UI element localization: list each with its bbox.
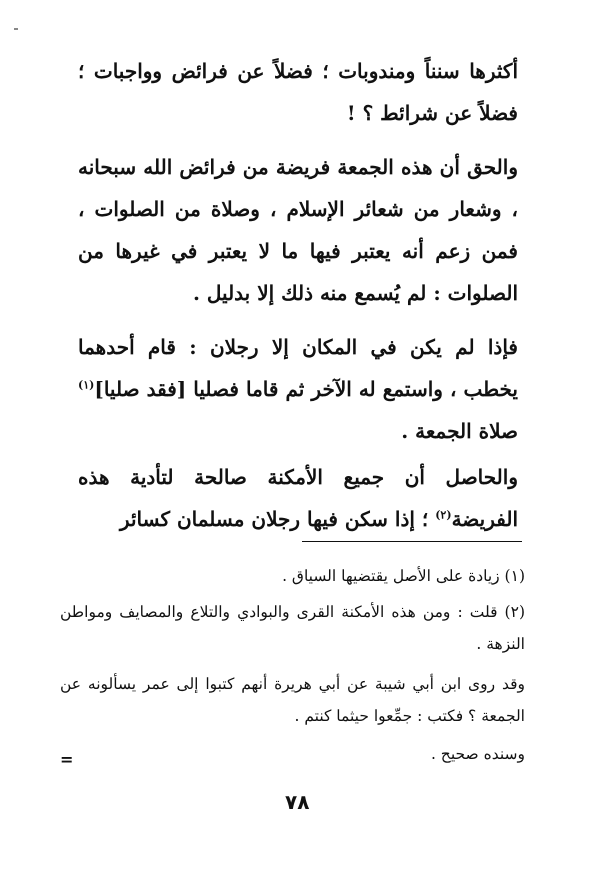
paragraph-2: والحق أن هذه الجمعة فريضة من فرائض الله سبحانه ، وشعار من شعائر الإسلام ، وصلاة من الصلوات ، فمن زعم أنه يعتبر فيها ما لا يعتبر في غيرها من الصلوات : لم يُسمع منه ذلك إلا بدليل . [78, 155, 518, 305]
footnote-ref-2: (٢) [435, 508, 452, 522]
paragraph-3 [78, 326, 518, 452]
paragraph-3-text-a: فإذا لم يكن في المكان إلا رجلان : قام أحدهما يخطب ، واستمع له الآخر ثم قاما فصليا [فقد صليا] [78, 335, 518, 401]
footnote-separator [302, 541, 522, 542]
paragraph-4-text-b: ؛ إذا سكن فيها رجلان مسلمان كسائر [119, 507, 436, 531]
footnote-2: (٢) قلت : ومن هذه الأمكنة القرى والبوادي والتلاع والمصايف ومواطن النزهة . [60, 603, 525, 653]
paragraph-4 [78, 456, 518, 540]
paragraph-3-text-b: صلاة الجمعة . [401, 419, 518, 443]
page-number: ٧٨ [285, 790, 310, 814]
footnote-1: (١) زيادة على الأصل يقتضيها السياق . [282, 567, 525, 585]
footnote-ref-1: (١) [78, 378, 95, 392]
scan-edge-mark [14, 28, 18, 30]
continuation-mark: = [60, 750, 74, 769]
paragraph-4-text-a: والحاصل أن جميع الأمكنة صالحة لتأدية هذه الفريضة [78, 465, 518, 531]
paragraph-1: أكثرها سنناً ومندوبات ؛ فضلاً عن فرائض وواجبات ؛ فضلاً عن شرائط ؟ ! [78, 59, 518, 125]
footnote-2-continuation: وقد روى ابن أبي شيبة عن أبي هريرة أنهم كتبوا إلى عمر يسألونه عن الجمعة ؟ فكتب : جمِّعوا حيثما كنتم . [60, 675, 525, 725]
footnote-2-grade: وسنده صحيح . [430, 745, 525, 763]
